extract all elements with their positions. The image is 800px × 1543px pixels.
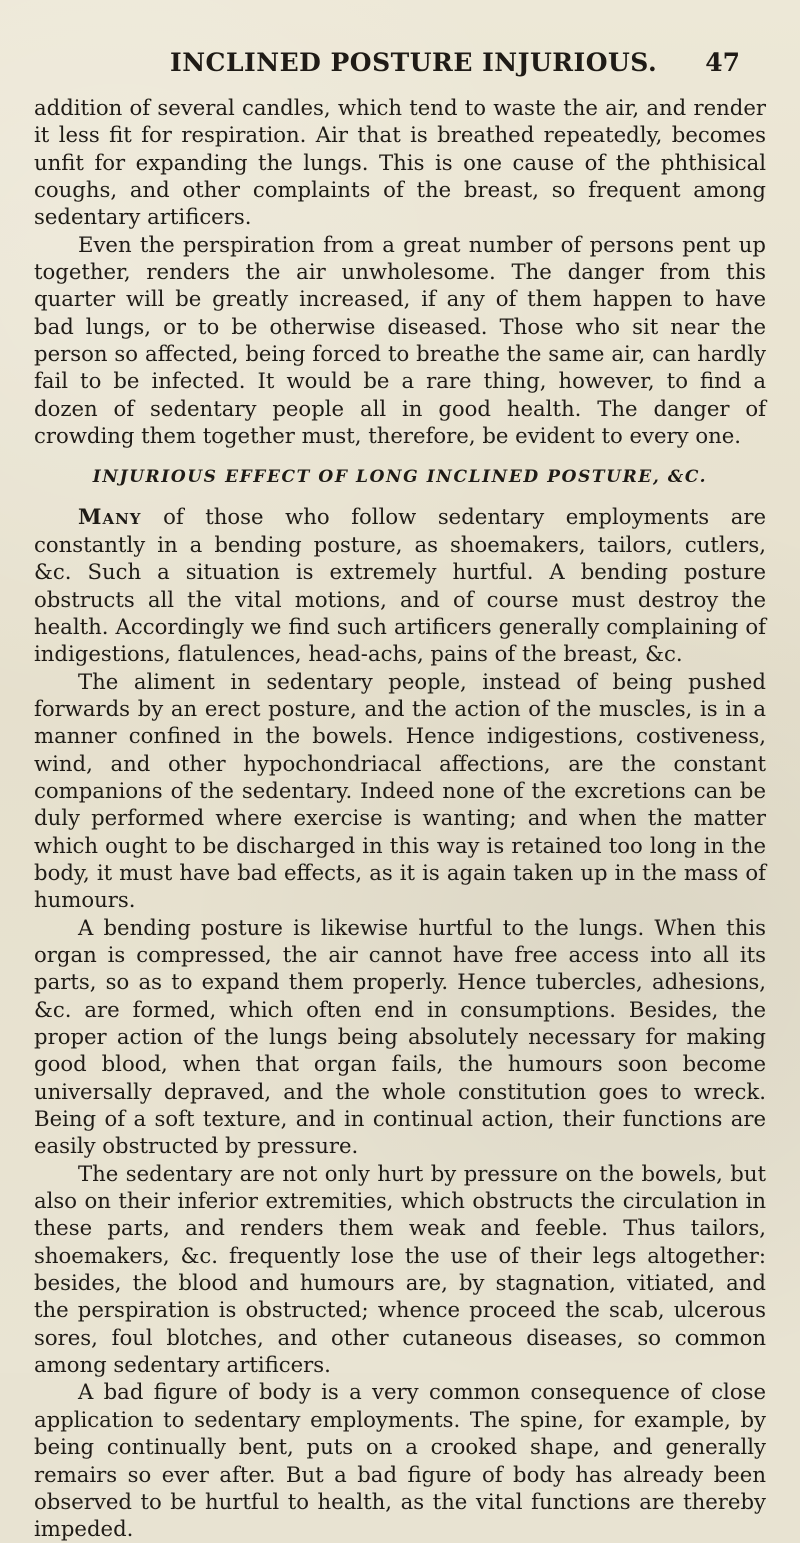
paragraph-aliment: The aliment in sedentary people, instead of being pushed forwards by an erect posture, and the action of the muscles, is in a manner confined in the bowels. Hence indigestions, costiveness, wind, and other hypochondriacal affections, are the constant companions of the sedentary. Indeed none of the excretions can be duly performed where exercise is wanting; and when the matter which ought to be discharged in this way is retained too long in the body, it must have bad effects, as it is again taken up in the mass of humours. bbox=[34, 668, 766, 913]
body-text bbox=[34, 94, 766, 1543]
paragraph-bending-posture bbox=[34, 503, 766, 667]
paragraph-extremities: The sedentary are not only hurt by pressure on the bowels, but also on their inferior extremities, which obstructs the circulation in these parts, and renders them weak and feeble. Thus tailors, shoemakers, &c. frequently lose the use of their legs altogether: besides, the blood and humours are, by stagnation, vitiated, and the perspiration is obstructed; whence proceed the scab, ulcerous sores, foul blotches, and other cutaneous diseases, so common among sedentary artificers. bbox=[34, 1160, 766, 1378]
paragraph-bending-posture-text: of those who follow sedentary employments are constantly in a bending posture, as shoemakers, tailors, cutlers, &c. Such a situation is extremely hurtful. A bending posture obstructs all the vital motions, and of course must destroy the health. Accordingly we find such artificers generally complaining of indigestions, flatulences, head-achs, pains of the breast, &c. bbox=[34, 504, 766, 667]
page-number: 47 bbox=[705, 48, 740, 77]
paragraph-lungs: A bending posture is likewise hurtful to the lungs. When this organ is compressed, the air cannot have free access into all its parts, so as to expand them properly. Hence tubercles, adhesions, &c. are formed, which often end in consumptions. Besides, the proper action of the lungs being absolutely necessary for making good blood, when that organ fails, the humours soon become universally depraved, and the whole constitution goes to wreck. Being of a soft texture, and in continual action, their functions are easily obstructed by pressure. bbox=[34, 914, 766, 1159]
paragraph-perspiration: Even the perspiration from a great number of persons pent up together, renders the air unwholesome. The danger from this quarter will be greatly increased, if any of them happen to have bad lungs, or to be otherwise diseased. Those who sit near the person so affected, being forced to breathe the same air, can hardly fail to be infected. It would be a rare thing, however, to find a dozen of sedentary people all in good health. The danger of crowding them together must, therefore, be evident to every one. bbox=[34, 231, 766, 449]
paragraph-continued: addition of several candles, which tend to waste the air, and render it less fit for respiration. Air that is breathed repeatedly, becomes unfit for expanding the lungs. This is one cause of the phthisical coughs, and other complaints of the breast, so frequent among sedentary artificers. bbox=[34, 95, 766, 230]
page-header bbox=[50, 48, 760, 88]
section-heading: INJURIOUS EFFECT OF LONG INCLINED POSTURE, &C. bbox=[92, 467, 708, 488]
running-head: INCLINED POSTURE INJURIOUS. bbox=[170, 48, 658, 77]
paragraph-figure-of-body: A bad figure of body is a very common consequence of close application to sedentary employments. The spine, for example, by being continually bent, puts on a crooked shape, and generally remairs so ever after. But a bad figure of body has already been observed to be hurtful to health, as the vital functions are thereby impeded. bbox=[34, 1379, 766, 1542]
dropcap-word: Many bbox=[78, 504, 142, 530]
